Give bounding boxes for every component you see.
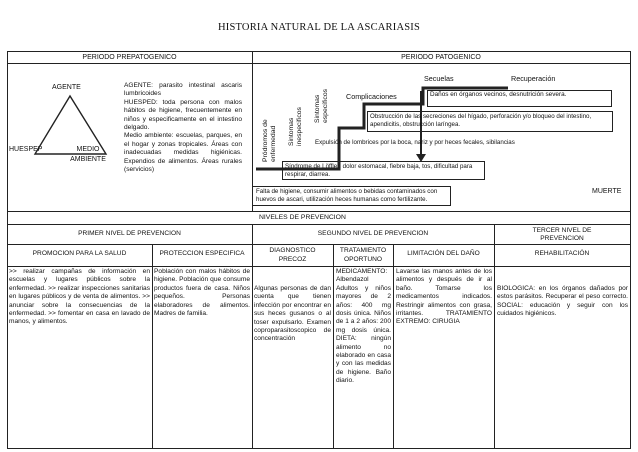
header-tratamiento: TRATAMIENTO OPORTUNO bbox=[339, 247, 387, 263]
cell-diagnostico: Algunas personas de dan cuenta que tienen infección por encontrar en sus heces gusanos o al toser expulsarlo. Examen coproparasitoscopico de concentración bbox=[254, 285, 331, 343]
cell-tratamiento: MEDICAMENTO: Albendazol Adultos y niños mayores de 2 años: 400 mg dosis única. Niños de 1 a 2 años: 200 mg dosis única. DIETA: ningún alimento no elaborado en casa y con las medidas de higiene. Baño diario. bbox=[336, 268, 391, 385]
falta-higiene-text: Falta de higiene, consumir alimentos o bebidas contaminados con huevos de ascari, utilización heces humanas como fertilizante. bbox=[256, 188, 438, 203]
cell-limitacion: Lavarse las manos antes de los alimentos y después de ir al baño. Tomarse los medicamentos indicados. Restringir alimentos con grasa, irritantes. TRATAMIENTO EXTREMO: CIRUGIA bbox=[396, 268, 492, 326]
period-patogenic-header: PERIODO PATOGENICO bbox=[401, 54, 481, 61]
triad-huesped-label: HUESPEP bbox=[9, 146, 43, 153]
loffler-text: Síndrome de Löffler: dolor estomacal, fiebre baja, tos, dificultad para respirar, diarrea. bbox=[285, 163, 473, 178]
header-promocion: PROMOCION PARA LA SALUD bbox=[32, 250, 127, 257]
stage-muerte: MUERTE bbox=[592, 188, 622, 195]
stage-prodromos: Pródromos de enfermedad bbox=[262, 119, 277, 162]
cell-proteccion: Población con malos hábitos de higiene. Población que consume productos fuera de casa. Niños pequeños. Personas elaboradores de alimentos. Madres de familia. bbox=[154, 268, 250, 318]
prepatogenic-description bbox=[124, 82, 242, 174]
header-rehabilitacion: REHABILITACIÓN bbox=[534, 250, 590, 257]
level-tercer: TERCER NIVEL DE PREVENCION bbox=[532, 227, 592, 243]
danos-text: Daños en órganos vecinos, desnutrición severa. bbox=[430, 91, 567, 98]
cell-rehabilitacion: BIOLOGICA: en los órganos dañados por estos parásitos. Recuperar el peso correcto. SOCIAL: educación y seguir con los cuidados higiénicos. bbox=[497, 285, 628, 318]
medio-description: Medio ambiente: escuelas, parques, en el hogar y zonas tropicales. Áreas con inadecuadas medidas higiénicas. Expendios de alimentos. Áreas rurales (servicios) bbox=[124, 132, 242, 174]
cell-promocion: >> realizar campañas de información en escuelas y lugares públicos sobre la enfermedad. >> realizar inspecciones sanitarias en lugares públicos y de venta de alimentos. >> anunciar sobre la consecuencias de la enfermedad. >> fomentar en casa en lavado de manos, y alimentos. bbox=[9, 268, 150, 326]
header-proteccion: PROTECCION ESPECIFICA bbox=[159, 250, 245, 257]
header-limitacion: LIMITACIÓN DEL DAÑO bbox=[407, 250, 480, 257]
period-prepatogenic-header: PERIODO PREPATOGENICO bbox=[82, 54, 177, 61]
document-title: HISTORIA NATURAL DE LA ASCARIASIS bbox=[217, 22, 421, 33]
stage-recuperacion: Recuperación bbox=[511, 74, 556, 83]
header-diagnostico: DIAGNOSTICO PRECOZ bbox=[269, 247, 316, 263]
agente-description: AGENTE: parasito intestinal ascaris lumbricoides bbox=[124, 82, 242, 98]
level-segundo: SEGUNDO NIVEL DE PREVENCION bbox=[317, 230, 429, 237]
stage-secuelas: Secuelas bbox=[424, 74, 454, 83]
expulsion-text: Expulsión de lombrices por la boca, nariz y por heces fecales, sibilancias bbox=[315, 139, 515, 146]
obstruccion-text: Obstrucción de las secreciones del hígado, perforación y/o bloqueo del intestino, apendicitis, obstrucción laríngea. bbox=[370, 113, 592, 128]
stage-complicaciones: Complicaciones bbox=[346, 92, 397, 101]
level-primer: PRIMER NIVEL DE PREVENCION bbox=[78, 230, 181, 237]
prevention-title: NIVELES DE PREVENCION bbox=[259, 214, 346, 221]
stage-sintomas-especificos: Sintomas específicos bbox=[314, 88, 329, 123]
triad-ambiente-label: AMBIENTE bbox=[70, 156, 106, 163]
huesped-description: HUESPED: toda persona con malos hábitos de higiene, frecuentemente en niños y especificamente en el intestino delgado. bbox=[124, 98, 242, 132]
stage-sintomas-inespecificos: Sintomas inespecificos bbox=[288, 107, 303, 146]
triad-agente-label: AGENTE bbox=[52, 84, 81, 91]
triad-medio-label: MEDIO bbox=[76, 146, 100, 153]
